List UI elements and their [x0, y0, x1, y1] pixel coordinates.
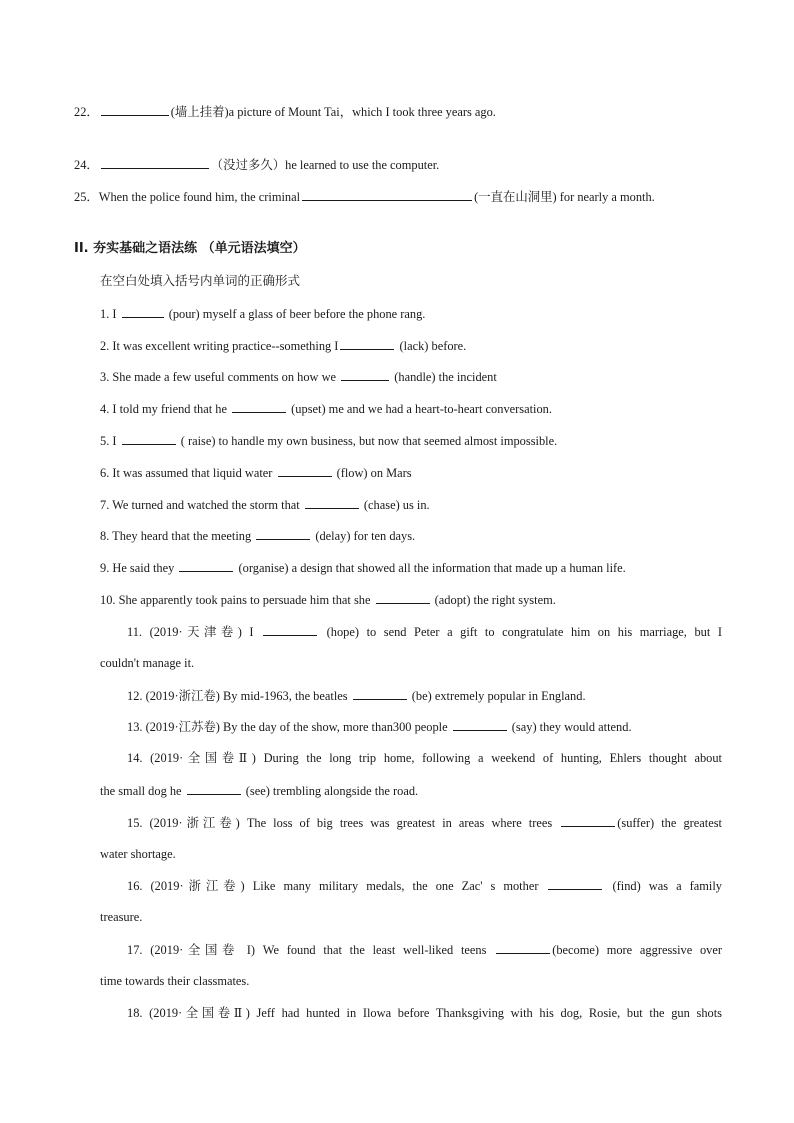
question-2: 2. It was excellent writing practice--something I (lack) before. [100, 339, 467, 353]
instruction: 在空白处填入括号内单词的正确形式 [100, 273, 301, 288]
question-17-continued: time towards their classmates. [100, 974, 250, 988]
question-13: 13. (2019·江苏卷) By the day of the show, more than300 people (say) they would attend. [127, 720, 632, 734]
answer-blank[interactable] [122, 305, 164, 318]
question-18: 18. (2019·全国卷Ⅱ) Jeff had hunted in Ilowa before Thanksgiving with his dog, Rosie, but the gun shots [127, 1006, 722, 1020]
question-4: 4. I told my friend that he (upset) me and we had a heart-to-heart conversation. [100, 402, 552, 416]
section-heading: II. 夯实基础之语法练 （单元语法填空） [74, 241, 306, 256]
question-7: 7. We turned and watched the storm that (chase) us in. [100, 498, 430, 512]
question-15: 15. (2019·浙江卷) The loss of big trees was greatest in areas where trees (suffer) the greatest [127, 816, 722, 830]
answer-blank[interactable] [453, 718, 507, 731]
question-25: 25．When the police found him, the criminal (一直在山洞里) for nearly a month. [74, 190, 655, 204]
answer-blank[interactable] [101, 156, 209, 169]
answer-blank[interactable] [340, 337, 394, 350]
answer-blank[interactable] [263, 623, 317, 636]
answer-blank[interactable] [341, 368, 389, 381]
answer-blank[interactable] [548, 877, 602, 890]
answer-blank[interactable] [232, 400, 286, 413]
answer-blank[interactable] [561, 814, 615, 827]
question-16-continued: treasure. [100, 910, 143, 924]
question-1: 1. I (pour) myself a glass of beer before the phone rang. [100, 307, 426, 321]
question-10: 10. She apparently took pains to persuade him that she (adopt) the right system. [100, 593, 556, 607]
question-16: 16. (2019·浙江卷) Like many military medals, the one Zac' s mother (find) was a family [127, 879, 722, 893]
question-24: 24． （没过多久）he learned to use the computer. [74, 158, 440, 172]
answer-blank[interactable] [256, 527, 310, 540]
question-17: 17. (2019·全国卷 I) We found that the least well-liked teens (become) more aggressive over [127, 943, 722, 957]
answer-blank[interactable] [278, 464, 332, 477]
question-6: 6. It was assumed that liquid water (flow) on Mars [100, 466, 412, 480]
question-11-continued: couldn't manage it. [100, 656, 195, 670]
answer-blank[interactable] [187, 782, 241, 795]
answer-blank[interactable] [496, 941, 550, 954]
question-8: 8. They heard that the meeting (delay) for ten days. [100, 529, 416, 543]
answer-blank[interactable] [122, 432, 176, 445]
answer-blank[interactable] [305, 496, 359, 509]
question-5: 5. I ( raise) to handle my own business, but now that seemed almost impossible. [100, 434, 558, 448]
question-3: 3. She made a few useful comments on how we (handle) the incident [100, 370, 497, 384]
question-14: 14. (2019·全国卷Ⅱ) During the long trip home, following a weekend of hunting, Ehlers thought about [127, 751, 722, 765]
answer-blank[interactable] [376, 591, 430, 604]
question-14-continued: the small dog he (see) trembling alongside the road. [100, 784, 419, 798]
question-9: 9. He said they (organise) a design that showed all the information that made up a human life. [100, 561, 626, 575]
question-12: 12. (2019·浙江卷) By mid-1963, the beatles (be) extremely popular in England. [127, 689, 586, 703]
answer-blank[interactable] [353, 687, 407, 700]
answer-blank[interactable] [302, 188, 472, 201]
question-22: 22． (墙上挂着)a picture of Mount Tai，which I took three years ago. [74, 105, 496, 119]
question-11: 11. (2019·天津卷) I (hope) to send Peter a gift to congratulate him on his marriage, but I [127, 625, 722, 639]
question-15-continued: water shortage. [100, 847, 176, 861]
answer-blank[interactable] [101, 103, 169, 116]
answer-blank[interactable] [179, 559, 233, 572]
